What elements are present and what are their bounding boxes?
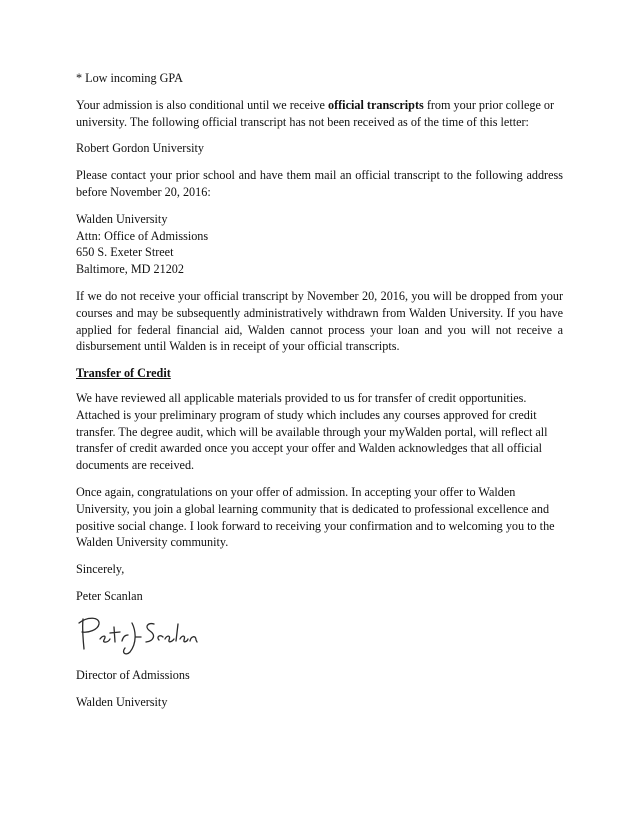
address-line: Attn: Office of Admissions [76,228,209,243]
handwritten-signature-icon [70,609,210,659]
transcript-paragraph [76,97,563,131]
letter-body [76,70,563,720]
congratulations-paragraph: Once again, congratulations on your offer of admission. In accepting your offer to Walden University, you join a global learning community that is dedicated to professional excellence and positive social change. I look forward to receiving your confirmation and to welcoming you to the Walden University community. [76,484,555,550]
contact-paragraph: Please contact your prior school and have them mail an official transcript to the following address before November 20, 2016: [76,168,563,199]
low-gpa-item: * Low incoming GPA [76,71,183,85]
transfer-of-credit-heading: Transfer of Credit [76,366,171,381]
signer-organization: Walden University [76,694,168,709]
prior-school: Robert Gordon University [76,141,204,156]
transcript-text-after: from your prior college or university. The following official transcript has not been received as of the time of this letter: [76,97,555,129]
mailing-address [76,211,563,278]
signer-title: Director of Admissions [76,667,190,682]
address-line: Baltimore, MD 21202 [76,262,184,277]
address-line: 650 S. Exeter Street [76,245,174,260]
deadline-paragraph: If we do not receive your official transcript by November 20, 2016, you will be dropped from your courses and may be subsequently administratively withdrawn from Walden University. If you have applied for federal financial aid, Walden cannot process your loan and you will not receive a disbursement until Walden is in receipt of your official transcripts. [76,288,563,354]
transcript-text-before: Your admission is also conditional until we receive [76,97,328,112]
closing: Sincerely, [76,562,125,577]
transcript-bold-phrase: official transcripts [327,97,424,112]
address-line: Walden University [76,211,168,226]
signer-name: Peter Scanlan [76,588,143,603]
transfer-paragraph: We have reviewed all applicable materials provided to us for transfer of credit opportunities. Attached is your preliminary program of study which includes any courses approved for credit transfer. The degree audit, which will be available through your myWalden portal, will reflect all transfer of credit awarded once you accept your offer and Walden acknowledges that all official documents are received. [76,390,548,473]
